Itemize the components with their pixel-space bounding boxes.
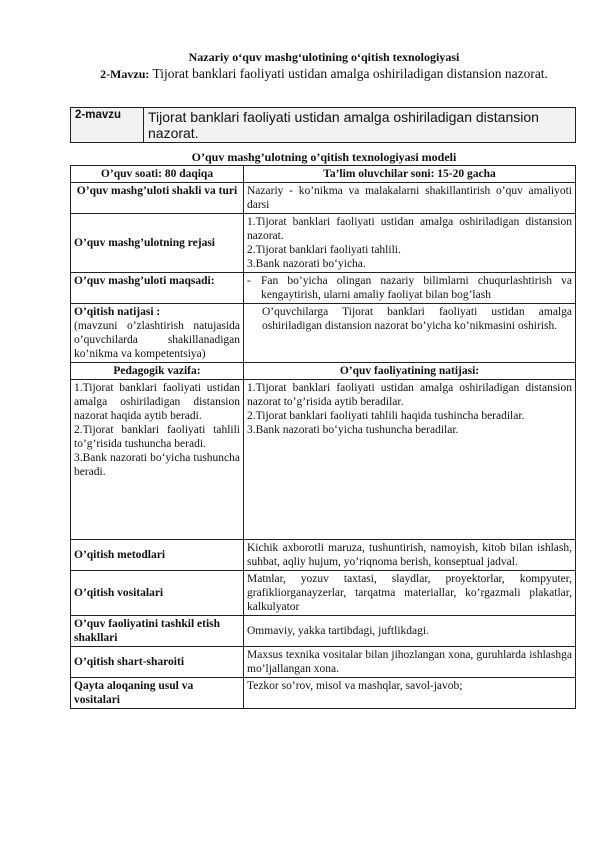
table-row <box>71 304 576 363</box>
lesson-plan-label: O’quv mashg’ulotning rejasi <box>71 214 244 273</box>
document-title: Nazariy o‘quv mashg‘ulotining o‘qitish texnologiyasi <box>188 50 460 64</box>
topic-box-label: 2-mavzu <box>71 108 144 143</box>
conditions-value: Maxsus texnika vositalar bilan jihozlangan xona, guruhlarda ishlashga mo’ljallangan xona. <box>244 647 576 678</box>
lesson-form-value: Nazariy - ko’nikma va malakalarni shakillantirish o’quv amaliyoti darsi <box>244 183 576 214</box>
tools-label: O’qitish vositalari <box>71 571 244 616</box>
task-item: 2.Tijorat banklari faoliyati tahlili to’g’risida tushuncha beradi. <box>74 424 240 450</box>
lesson-goal-value <box>244 273 576 304</box>
feedback-value: Tezkor so’rov, misol va mashqlar, savol-javob; <box>244 678 576 709</box>
table-row <box>71 616 576 647</box>
model-title: O’quv mashg’ulotning o’qitish texnologiyasi modeli <box>191 150 457 164</box>
organization-forms-value: Ommaviy, yakka tartibdagi, juftlikdagi. <box>244 616 576 647</box>
learning-outcome-label <box>71 304 244 363</box>
table-row <box>71 571 576 616</box>
result-item: 1.Tijorat banklari faoliyati ustidan amalga oshiriladigan distansion nazorat to’g’risida aytib beradilar. <box>247 382 572 408</box>
lesson-goal-label: O’quv mashg’uloti maqsadi: <box>71 273 244 304</box>
table-row <box>71 363 576 380</box>
pedagogical-task-list <box>71 380 244 540</box>
plan-item: 2.Tijorat banklari faoliyati tahlili. <box>247 244 401 256</box>
topic-box <box>70 107 576 143</box>
organization-forms-label: O’quv faoliyatini tashkil etish shakllari <box>71 616 244 647</box>
goal-text: Fan bo’yicha olingan nazariy bilimlarni chuqurlashtirish va kengaytirish, ularni amaliy faoliyat bilan bog’lash <box>261 275 572 301</box>
lesson-model-table <box>70 165 576 709</box>
plan-item: 1.Tijorat banklari faoliyati ustidan amalga oshiriladigan distansion nazorat. <box>247 216 572 242</box>
table-row <box>71 678 576 709</box>
table-row <box>71 380 576 540</box>
dash-marker: - <box>247 275 251 287</box>
topic-label: 2-Mavzu: <box>100 67 150 81</box>
table-row <box>71 166 576 183</box>
topic-box-value: Tijorat banklari faoliyati ustidan amalga oshiriladigan distansion nazorat. <box>144 108 576 143</box>
lesson-form-label: O’quv mashg’uloti shakli va turi <box>71 183 244 214</box>
topic-text: Tijorat banklari faoliyati ustidan amalga oshiriladigan distansion nazorat. <box>149 66 548 81</box>
task-item: 1.Tijorat banklari faoliyati ustidan amalga oshiriladigan distansion nazorat haqida aytib beradi. <box>74 382 240 422</box>
task-item: 3.Bank nazorati bo‘yicha tushuncha beradi. <box>74 452 240 478</box>
methods-value: Kichik axborotli maruza, tushuntirish, namoyish, kitob bilan ishlash, suhbat, aqliy hujum, yo’riqnoma berish, konseptual jadval. <box>244 540 576 571</box>
methods-label: O’qitish metodlari <box>71 540 244 571</box>
table-row <box>71 273 576 304</box>
outcome-heading: O’qitish natijasi : <box>74 306 161 318</box>
activity-result-header: O’quv faoliyatining natijasi: <box>244 363 576 380</box>
result-item: 3.Bank nazorati bo‘yicha tushuncha beradilar. <box>247 424 459 436</box>
result-item: 2.Tijorat banklari faoliyati tahlili haqida tushincha beradilar. <box>247 410 525 422</box>
learning-outcome-value: O’quvchilarga Tijorat banklari faoliyati ustidan amalga oshiriladigan distansion nazorat bo’yicha ko’nikmasini oshirish. <box>244 304 576 363</box>
plan-item: 3.Bank nazorati bo‘yicha. <box>247 258 366 270</box>
activity-result-list <box>244 380 576 540</box>
feedback-label: Qayta aloqaning usul va vositalari <box>71 678 244 709</box>
students-cell: Ta’lim oluvchilar soni: 15-20 gacha <box>244 166 576 183</box>
table-row <box>71 214 576 273</box>
table-row <box>71 647 576 678</box>
pedagogical-task-header: Pedagogik vazifa: <box>71 363 244 380</box>
topic-heading <box>70 66 578 82</box>
table-row <box>71 183 576 214</box>
tools-value: Matnlar, yozuv taxtasi, slaydlar, proyektorlar, kompyuter, grafikliorganayzerlar, tarqatma materiallar, ko’rgazmali plakatlar, kalkulyator <box>244 571 576 616</box>
lesson-plan-value <box>244 214 576 273</box>
conditions-label: O’qitish shart-sharoiti <box>71 647 244 678</box>
table-row <box>71 540 576 571</box>
outcome-note: (mavzuni o’zlashtirish natujasida o’quvchilarda shakillanadigan ko’nikma va kompetentsiya) <box>74 320 240 360</box>
hours-cell: O’quv soati: 80 daqiqa <box>71 166 244 183</box>
